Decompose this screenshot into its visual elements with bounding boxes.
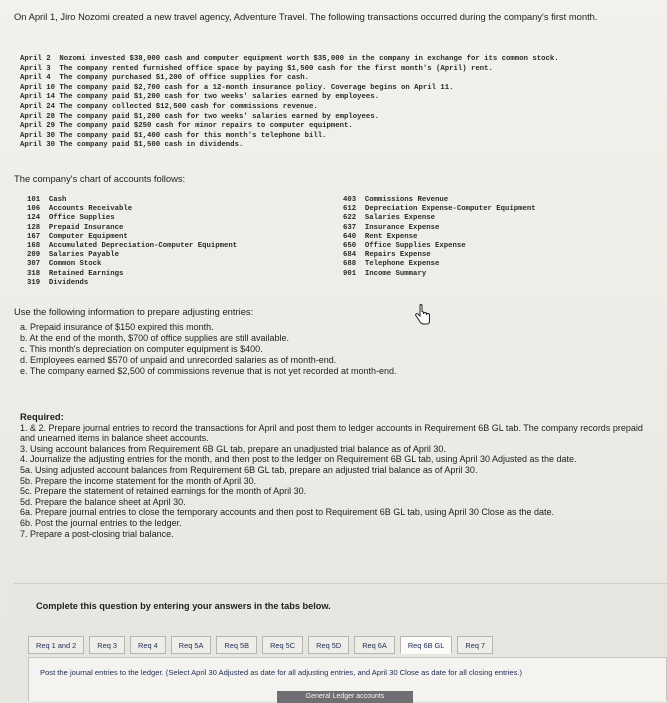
requirement-item: 3. Using account balances from Requirement 6B GL tab, prepare an unadjusted trial balance as of April 30. — [20, 443, 446, 454]
transaction-line: April 30 The company paid $1,400 cash for this month's telephone bill. — [20, 131, 327, 140]
required-label: Required: — [20, 411, 64, 422]
requirement-item: 5a. Using adjusted account balances from Requirement 6B GL tab, prepare an adjusted trial balance as of April 30. — [20, 464, 478, 475]
requirement-item: 1. & 2. Prepare journal entries to record the transactions for April and post them to ledger accounts in Requirement 6B GL tab. The company records prepaid and unearned items in balance sheet accounts. — [20, 422, 643, 444]
transaction-line: April 2 Nozomi invested $38,000 cash and computer equipment worth $35,000 in the company in exchange for its common stock. — [20, 55, 559, 63]
adjustments-list — [20, 322, 397, 377]
transactions-list — [20, 55, 660, 151]
transaction-line: April 28 The company paid $1,200 cash for two weeks' salaries earned by employees. — [20, 112, 380, 121]
adjusting-intro: Use the following information to prepare adjusting entries: — [14, 306, 254, 317]
requirement-item: 5d. Prepare the balance sheet at April 30. — [20, 496, 186, 507]
transaction-line: April 30 The company paid $1,500 cash in dividends. — [20, 141, 244, 150]
accounts-column-left — [27, 196, 327, 288]
account-entry: 168 Accumulated Depreciation-Computer Equipment — [27, 242, 238, 251]
account-entry: 637 Insurance Expense — [343, 223, 440, 232]
tab-req-7[interactable]: Req 7 — [457, 636, 493, 654]
general-ledger-accounts-button[interactable]: General Ledger accounts — [277, 691, 413, 703]
transaction-line: April 10 The company paid $2,700 cash for a 12-month insurance policy. Coverage begins on April 11. — [20, 83, 454, 92]
tab-req-5a[interactable]: Req 5A — [171, 636, 212, 654]
requirement-item: 5c. Prepare the statement of retained earnings for the month of April 30. — [20, 486, 307, 497]
tab-instructions: Post the journal entries to the ledger. (Select April 30 Adjusted as date for all adjusting entries, and April 30 Close as date for all closing entries.) — [40, 668, 523, 677]
account-entry: 319 Dividends — [27, 278, 89, 287]
tab-req-1-and-2[interactable]: Req 1 and 2 — [28, 636, 84, 654]
tab-content — [28, 657, 667, 701]
requirement-item: 4. Journalize the adjusting entries for the month, and then post to the ledger on Requirement 6B GL tab, using April 30 Adjusted as the date. — [20, 454, 577, 465]
tab-req-4[interactable]: Req 4 — [130, 636, 166, 654]
intro-text: On April 1, Jiro Nozomi created a new travel agency, Adventure Travel. The following transactions occurred during the company's first month. — [14, 11, 598, 22]
account-entry: 101 Cash — [27, 196, 67, 204]
mouse-pointer-icon — [413, 304, 431, 326]
answer-panel — [14, 583, 667, 701]
account-entry: 209 Salaries Payable — [27, 251, 119, 260]
tab-req-3[interactable]: Req 3 — [89, 636, 125, 654]
requirement-item: 6a. Prepare journal entries to close the temporary accounts and then post to Requirement 6B GL tab, using April 30 Close as the date. — [20, 507, 554, 518]
account-entry: 403 Commissions Revenue — [343, 196, 449, 204]
tab-req-6a[interactable]: Req 6A — [354, 636, 395, 654]
transaction-line: April 29 The company paid $250 cash for minor repairs to computer equipment. — [20, 122, 353, 131]
adjustment-item: c. This month's depreciation on computer equipment is $400. — [20, 343, 263, 354]
transaction-line: April 24 The company collected $12,500 cash for commissions revenue. — [20, 102, 318, 111]
transaction-line: April 14 The company paid $1,200 cash for two weeks' salaries earned by employees. — [20, 93, 380, 102]
account-entry: 684 Repairs Expense — [343, 251, 431, 260]
requirement-tabs — [28, 636, 496, 654]
account-entry: 622 Salaries Expense — [343, 214, 435, 223]
requirement-item: 7. Prepare a post-closing trial balance. — [20, 528, 174, 539]
requirement-item: 5b. Prepare the income statement for the month of April 30. — [20, 475, 257, 486]
accounts-column-right — [343, 196, 663, 279]
panel-title: Complete this question by entering your answers in the tabs below. — [36, 601, 331, 611]
chart-of-accounts-intro: The company's chart of accounts follows: — [14, 173, 186, 184]
account-entry: 650 Office Supplies Expense — [343, 242, 466, 251]
tab-req-6b-gl[interactable]: Req 6B GL — [400, 636, 453, 654]
account-entry: 106 Accounts Receivable — [27, 205, 133, 214]
tab-req-5c[interactable]: Req 5C — [262, 636, 303, 654]
account-entry: 128 Prepaid Insurance — [27, 223, 124, 232]
adjustment-item: a. Prepaid insurance of $150 expired this month. — [20, 322, 214, 332]
account-entry: 307 Common Stock — [27, 260, 102, 269]
tab-req-5d[interactable]: Req 5D — [308, 636, 349, 654]
account-entry: 612 Depreciation Expense-Computer Equipment — [343, 205, 536, 214]
account-entry: 124 Office Supplies — [27, 214, 115, 223]
adjustment-item: d. Employees earned $570 of unpaid and unrecorded salaries as of month-end. — [20, 354, 337, 365]
requirements-section — [20, 412, 645, 539]
account-entry: 640 Rent Expense — [343, 232, 418, 241]
account-entry: 167 Computer Equipment — [27, 232, 128, 241]
tab-req-5b[interactable]: Req 5B — [216, 636, 257, 654]
transaction-line: April 3 The company rented furnished office space by paying $1,500 cash for the first month's (April) rent. — [20, 64, 493, 73]
account-entry: 901 Income Summary — [343, 269, 427, 278]
account-entry: 318 Retained Earnings — [27, 269, 124, 278]
transaction-line: April 4 The company purchased $1,200 of office supplies for cash. — [20, 74, 310, 83]
account-entry: 688 Telephone Expense — [343, 260, 440, 269]
adjustment-item: b. At the end of the month, $700 of office supplies are still available. — [20, 332, 290, 343]
adjustment-item: e. The company earned $2,500 of commissions revenue that is not yet recorded at month-end. — [20, 365, 397, 376]
requirement-item: 6b. Post the journal entries to the ledger. — [20, 517, 182, 528]
